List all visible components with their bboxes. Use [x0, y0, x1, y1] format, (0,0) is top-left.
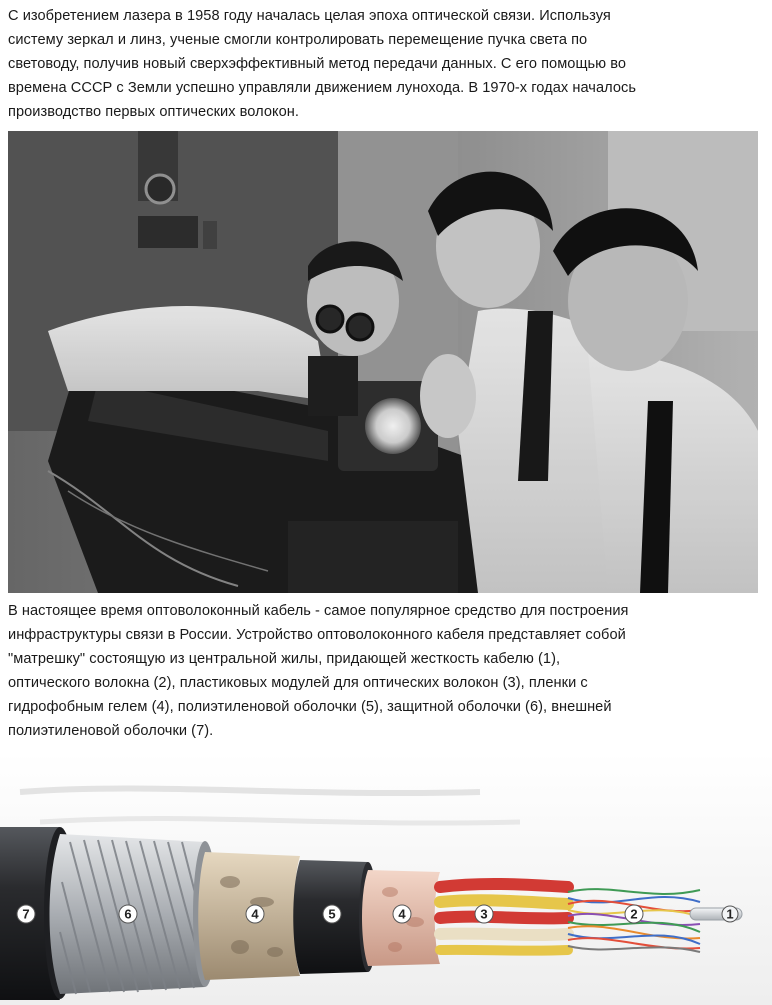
layer-marker-5: [323, 905, 341, 923]
intro-line: производство первых оптических волокон.: [8, 104, 300, 120]
intro-paragraph: [8, 4, 760, 124]
historical-photo: [8, 131, 758, 593]
layer-marker-1: [722, 906, 738, 922]
layer-marker-label: 4: [398, 906, 406, 922]
layer-marker-label: 7: [22, 906, 30, 922]
intro-line: времена СССР с Земли успешно управляли движением лунохода. В 1970-х годах началось: [8, 80, 637, 96]
layer-marker-6: [119, 905, 137, 923]
description-line: инфраструктуры связи в России. Устройство оптоволоконного кабеля представляет собой: [8, 627, 626, 643]
layer-marker-label: 6: [124, 906, 132, 922]
cable-description-paragraph: [8, 599, 760, 743]
intro-line: световоду, получив новый сверхэффективный метод передачи данных. С его помощью во: [8, 56, 627, 72]
layer-marker-label: 2: [630, 906, 638, 922]
description-line: оптического волокна (2), пластиковых модулей для оптических волокон (3), пленки с: [8, 675, 588, 691]
intro-line: систему зеркал и линз, ученые смогли контролировать перемещение пучка света по: [8, 32, 588, 48]
layer-marker-label: 3: [480, 906, 488, 922]
intro-line: С изобретением лазера в 1958 году началась целая эпоха оптической связи. Используя: [8, 8, 611, 24]
layer-marker-3: [475, 905, 493, 923]
fiber-cable-diagram: [0, 752, 772, 1005]
layer-marker-label: 1: [726, 906, 734, 922]
layer-marker-2: [625, 905, 643, 923]
layer-marker-7: [17, 905, 35, 923]
description-line: полиэтиленовой оболочки (7).: [8, 723, 214, 739]
layer-marker-label: 5: [328, 906, 336, 922]
layer-marker-label: 4: [251, 906, 259, 922]
description-line: гидрофобным гелем (4), полиэтиленовой оболочки (5), защитной оболочки (6), внешней: [8, 699, 612, 715]
description-line: В настоящее время оптоволоконный кабель - самое популярное средство для построения: [8, 603, 629, 619]
fiber-optic-cable-icon: [0, 752, 772, 1005]
scientists-laser-photo-icon: [8, 131, 758, 593]
description-line: "матрешку" состоящую из центральной жилы, придающей жесткость кабелю (1),: [8, 651, 561, 667]
layer-marker-4: [393, 905, 411, 923]
layer-marker-4: [246, 905, 264, 923]
